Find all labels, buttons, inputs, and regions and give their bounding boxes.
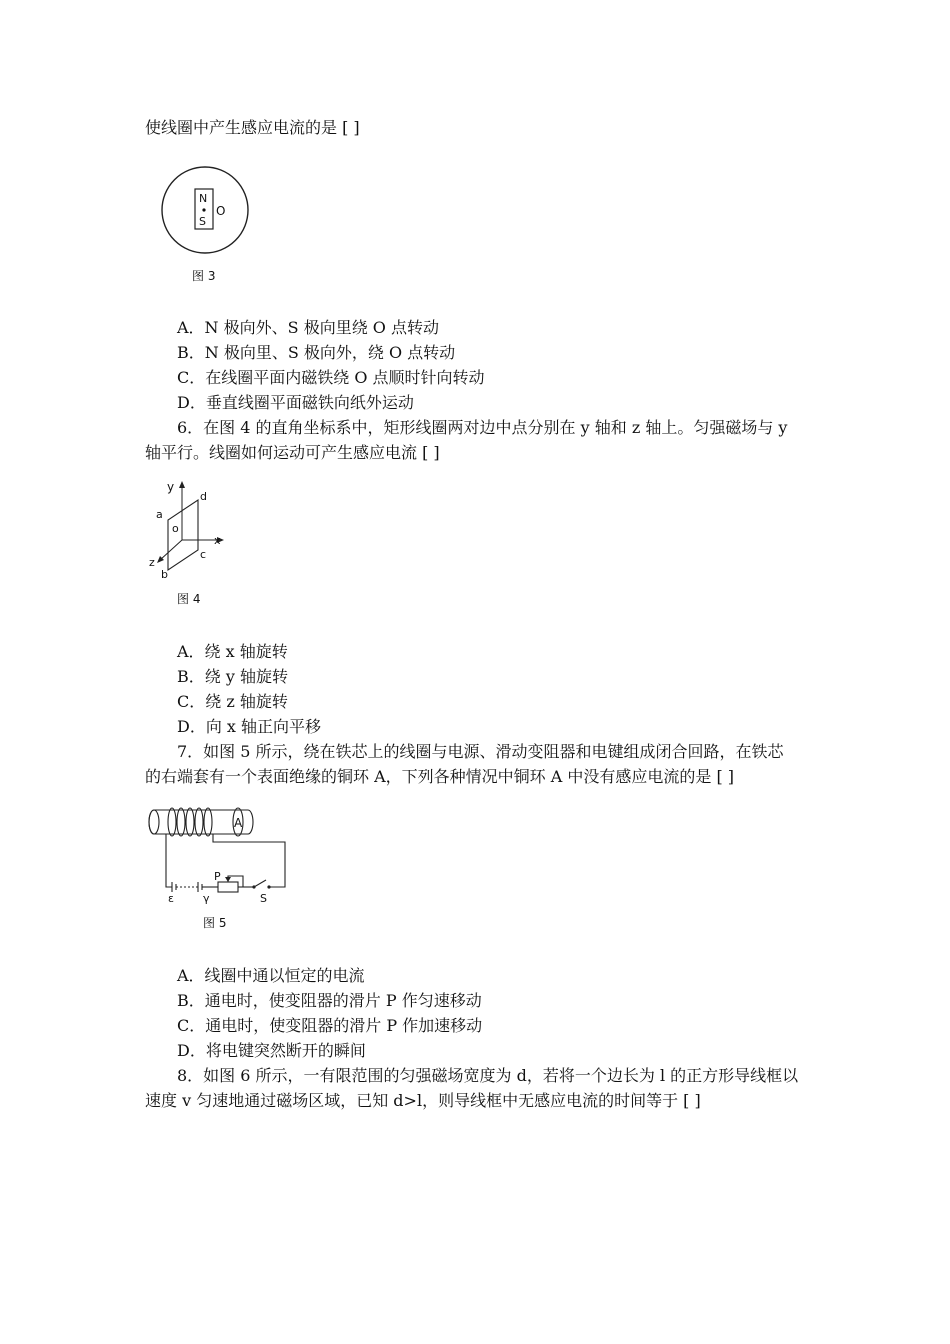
coil-windings bbox=[168, 808, 212, 836]
q7-stem-line2: 的右端套有一个表面绝缘的铜环 A，下列各种情况中铜环 A 中没有感应电流的是 [ ] bbox=[145, 767, 735, 786]
q5-option-c: C．在线圈平面内磁铁绕 O 点顺时针向转动 bbox=[177, 368, 485, 387]
origin-label: o bbox=[172, 522, 179, 535]
figure-5 bbox=[148, 802, 293, 907]
q7-option-b: B．通电时，使变阻器的滑片 P 作匀速移动 bbox=[177, 991, 482, 1010]
q6-option-a: A．绕 x 轴旋转 bbox=[177, 642, 288, 661]
emf-label: ε bbox=[168, 892, 174, 905]
pivot-dot bbox=[202, 208, 205, 211]
q6-stem-line1: 6．在图 4 的直角坐标系中，矩形线圈两对边中点分别在 y 轴和 z 轴上。匀强磁场与 y bbox=[177, 418, 788, 437]
q6-option-c: C．绕 z 轴旋转 bbox=[177, 692, 288, 711]
slider-label: P bbox=[214, 870, 221, 883]
q7-option-a: A．线圈中通以恒定的电流 bbox=[177, 966, 365, 985]
resistance-label: γ bbox=[203, 892, 210, 905]
corner-b-label: b bbox=[161, 568, 168, 581]
figure-4-caption: 图 4 bbox=[177, 592, 201, 606]
q6-option-d: D．向 x 轴正向平移 bbox=[177, 717, 322, 736]
figure-5-caption: 图 5 bbox=[203, 916, 227, 930]
corner-c-label: c bbox=[200, 548, 207, 561]
magnet-south-label: S bbox=[199, 215, 206, 228]
q7-option-d: D．将电键突然断开的瞬间 bbox=[177, 1041, 366, 1060]
q5-option-d: D．垂直线圈平面磁铁向纸外运动 bbox=[177, 393, 414, 412]
q5-option-b: B．N 极向里、S 极向外，绕 O 点转动 bbox=[177, 343, 456, 362]
q5-option-a: A．N 极向外、S 极向里绕 O 点转动 bbox=[177, 318, 439, 337]
figure-3 bbox=[155, 165, 255, 260]
ring-label: A bbox=[234, 816, 243, 830]
q8-stem-line2: 速度 v 匀速地通过磁场区域，已知 d>l，则导线框中无感应电流的时间等于 [ ] bbox=[145, 1091, 701, 1110]
magnet-north-label: N bbox=[199, 192, 208, 205]
rectangular-coil bbox=[168, 500, 198, 570]
q7-stem-line1: 7．如图 5 所示，绕在铁芯上的线圈与电源、滑动变阻器和电键组成闭合回路，在铁芯 bbox=[177, 742, 784, 761]
q6-option-b: B．绕 y 轴旋转 bbox=[177, 667, 288, 686]
x-axis-label: x bbox=[214, 534, 221, 547]
q7-option-c: C．通电时，使变阻器的滑片 P 作加速移动 bbox=[177, 1016, 483, 1035]
q5-stem-tail: 使线圈中产生感应电流的是 [ ] bbox=[145, 118, 360, 137]
rheostat bbox=[218, 882, 238, 892]
figure-4 bbox=[148, 478, 233, 583]
switch-blade bbox=[254, 880, 266, 887]
corner-d-label: d bbox=[200, 490, 207, 503]
q8-stem-line1: 8．如图 6 所示，一有限范围的匀强磁场宽度为 d，若将一个边长为 l 的正方形导线框以 bbox=[177, 1066, 799, 1085]
figure-3-caption: 图 3 bbox=[192, 269, 216, 283]
switch-label: S bbox=[260, 892, 267, 905]
z-axis-label: z bbox=[149, 556, 155, 569]
battery bbox=[172, 882, 218, 892]
y-axis-label: y bbox=[167, 480, 175, 494]
q6-stem-line2: 轴平行。线圈如何运动可产生感应电流 [ ] bbox=[145, 443, 440, 462]
pivot-label: O bbox=[216, 204, 226, 218]
corner-a-label: a bbox=[156, 508, 163, 521]
